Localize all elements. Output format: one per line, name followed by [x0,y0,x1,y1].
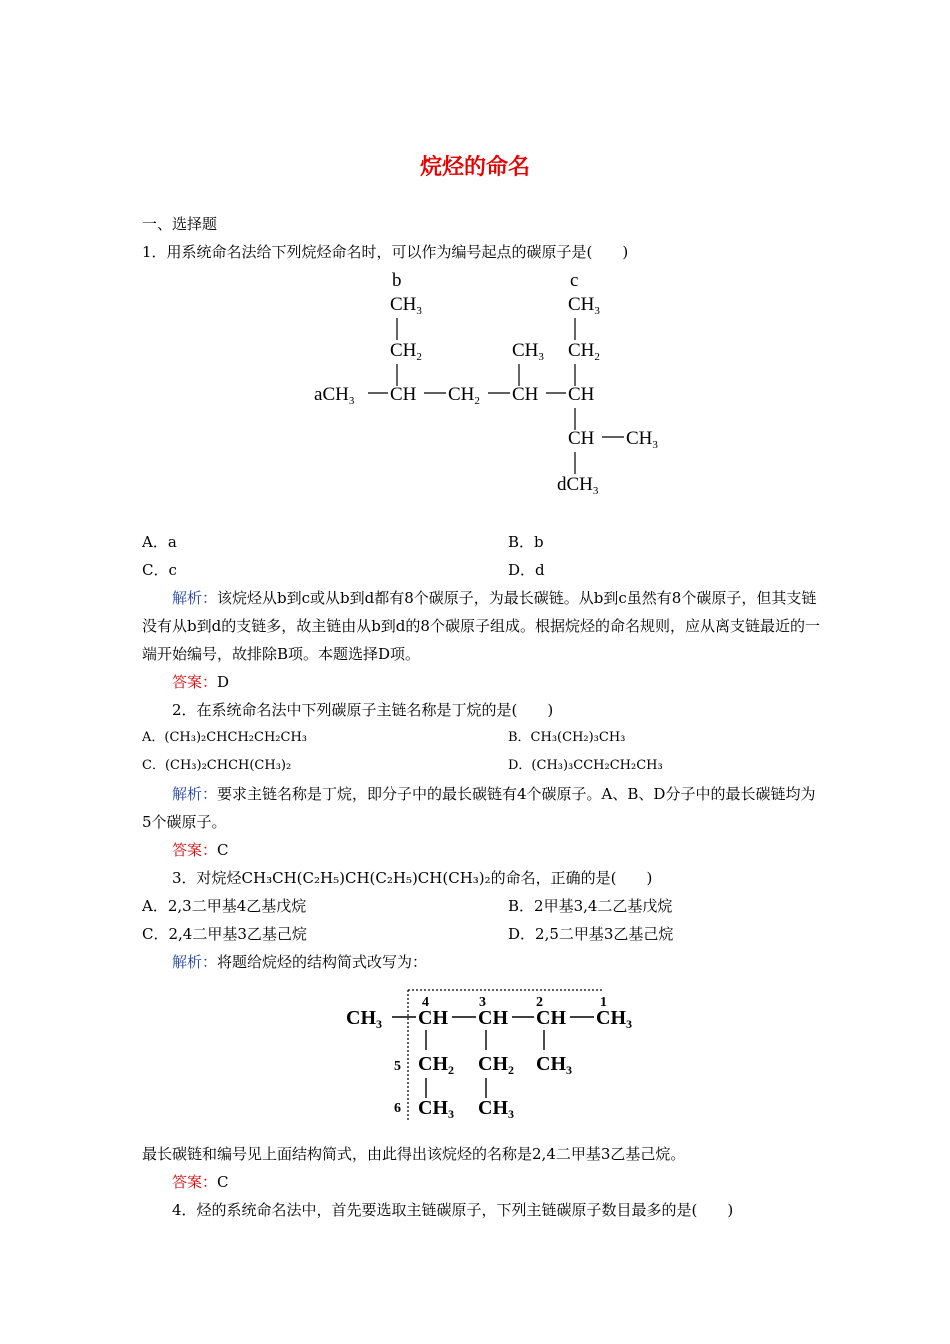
svg-text:CH2: $CH_2$ [390,340,422,363]
q2-answer: 答案：C [172,841,229,859]
svg-text:CH3: $CH_3$ [346,1007,382,1031]
svg-text:5: 5 [394,1059,401,1074]
svg-text:CH3: $CH_3$ [478,1097,514,1121]
label-c: c [570,270,579,291]
svg-text:CH: CH [512,384,539,405]
q1-option-d: D．d [508,561,545,579]
svg-text:1: 1 [600,995,607,1010]
svg-text:CH3: $CH_3$ [512,340,544,363]
q3-stem: 3．对烷烃CH₃CH(C₂H₅)CH(C₂H₅)CH(CH₃)₂的命名，正确的是( ) [172,869,653,887]
svg-text:CH: CH [568,428,595,449]
svg-text:4: 4 [422,995,429,1010]
q1-option-a: A．a [142,533,177,551]
svg-text:CH2: $CH_2$ [418,1053,454,1077]
q3-option-a: A．2,3二甲基4乙基戊烷 [142,897,307,915]
q2-option-a: A．(CH₃)₂CHCH₂CH₂CH₃ [142,730,308,745]
svg-text:CH: CH [536,1007,566,1029]
q3-answer: 答案：C [172,1173,229,1191]
svg-text:CH2: $CH_2$ [478,1053,514,1077]
svg-text:CH2: $CH_2$ [568,340,600,363]
q3-option-b: B．2甲基3,4二乙基戊烷 [508,897,673,915]
q2-stem: 2．在系统命名法中下列碳原子主链名称是丁烷的是( ) [172,701,554,719]
q3-option-c: C．2,4二甲基3乙基己烷 [142,925,307,943]
svg-text:CH3: $CH_3$ [626,428,658,451]
svg-text:CH: CH [478,1007,508,1029]
q3-structure-diagram [340,984,660,1124]
q1-stem: 1．用系统命名法给下列烷烃命名时，可以作为编号起点的碳原子是( ) [142,243,629,261]
q1-answer: 答案：D [172,673,230,691]
svg-text:6: 6 [394,1101,401,1116]
svg-text:2: 2 [536,995,543,1010]
svg-text:3: 3 [479,995,486,1010]
q2-option-d: D．(CH₃)₃CCH₂CH₂CH₃ [508,758,663,773]
svg-text:CH3: $CH_3$ [418,1097,454,1121]
q1-analysis: 解析：该烷烃从b到c或从b到d都有8个碳原子，为最长碳链。从b到c虽然有8个碳原子，但其支链没有从b到d的支链多，故主链由从b到d的8个碳原子组成。根据烷烃的命名规则，应从离支链最近的一端开始编号，故排除B项。本题选择D项。 [142,589,820,663]
svg-text:CH: CH [390,384,417,405]
q4-stem: 4．烃的系统命名法中，首先要选取主链碳原子，下列主链碳原子数目最多的是( ) [172,1201,734,1219]
svg-text:dCH3: dCH$_3$ [557,474,599,497]
q3-option-d: D．2,5二甲基3乙基己烷 [508,925,674,943]
svg-text:CH3: $CH_3$ [596,1007,632,1031]
q3-analysis: 解析：将题给烷烃的结构简式改写为： [172,953,428,971]
svg-text:CH3: $CH_3$ [536,1053,572,1077]
section-heading: 一、选择题 [142,215,218,233]
label-b: b [392,270,402,291]
q1-structure-diagram [300,266,700,506]
svg-text:CH: CH [568,384,595,405]
svg-text:CH2: $CH_2$ [448,384,480,407]
svg-text:CH3: $CH_3$ [390,294,422,317]
q2-option-b: B．CH₃(CH₂)₃CH₃ [508,730,626,745]
page-title: 烷烃的命名 [419,155,530,180]
svg-text:CH3: $CH_3$ [568,294,600,317]
svg-text:aCH3: aCH$_3$ [314,384,355,407]
q2-option-c: C．(CH₃)₂CHCH(CH₃)₂ [142,758,292,773]
svg-text:CH: CH [418,1007,448,1029]
q3-explanation: 最长碳链和编号见上面结构简式，由此得出该烷烃的名称是2,4二甲基3乙基己烷。 [142,1145,686,1163]
q2-analysis: 解析：要求主链名称是丁烷，即分子中的最长碳链有4个碳原子。A、B、D分子中的最长碳链均为5个碳原子。 [142,785,816,831]
q1-option-b: B．b [508,533,544,551]
q1-option-c: C．c [142,561,177,579]
